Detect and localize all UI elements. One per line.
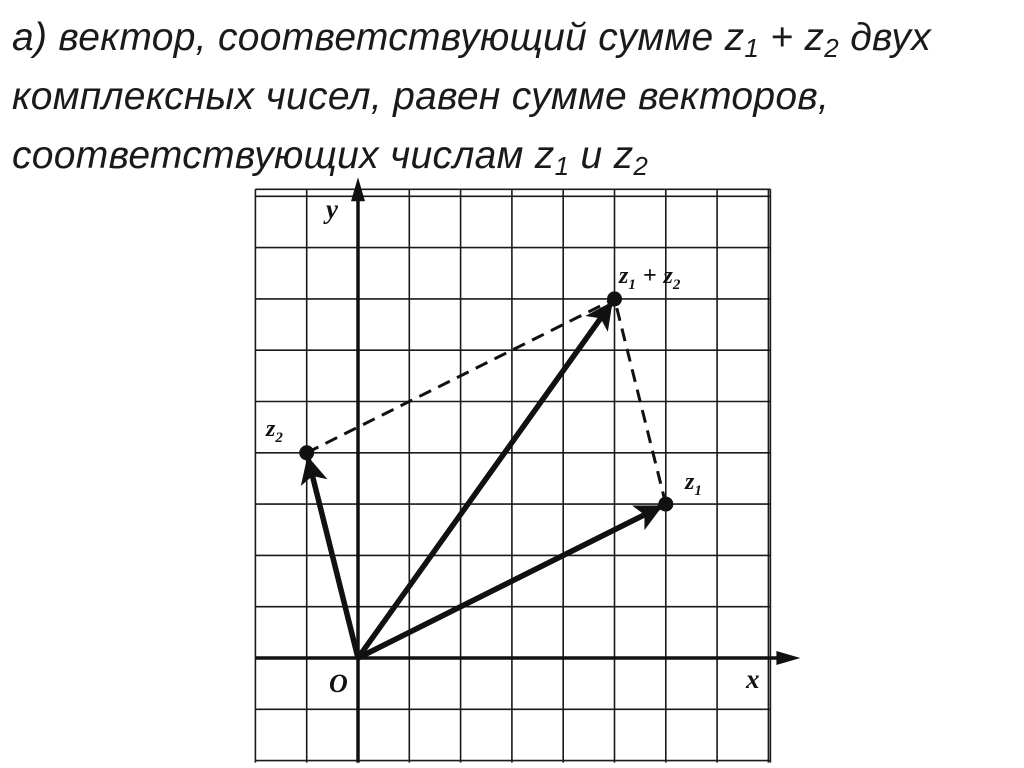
z2-label-name: z: [266, 416, 276, 442]
caption-subscript: 1: [744, 33, 760, 63]
origin-label: O: [329, 669, 348, 698]
z1-label: [684, 469, 702, 499]
z2-label: [265, 416, 283, 446]
caption-text: соответствующих числам z: [12, 134, 555, 177]
point-sum: [607, 291, 622, 306]
caption-subscript: 1: [554, 151, 570, 181]
x-axis-label: x: [746, 664, 760, 694]
caption-text: двух: [839, 16, 932, 59]
x-axis-arrowhead: [776, 651, 800, 665]
caption-line-2: комплексных чисел, равен сумме векторов,: [12, 75, 830, 118]
sum-label-plus: +: [642, 263, 657, 289]
sum-label: [618, 263, 681, 293]
point-z2: [299, 445, 314, 460]
y-axis-label: y: [326, 194, 338, 224]
z1-label-sub: 1: [694, 483, 702, 499]
z1-label-name: z: [685, 469, 695, 495]
caption-subscript: 2: [633, 151, 649, 181]
sum-label-name-b: z: [663, 263, 673, 289]
sum-label-name-a: z: [619, 263, 629, 289]
caption-text: + z: [759, 16, 825, 59]
caption-subscript: 2: [824, 33, 840, 63]
sum-label-sub-a: 1: [628, 277, 636, 293]
vector-z2: [308, 459, 358, 658]
vector-sum: [358, 304, 611, 658]
caption-text: а) вектор, соответствующий сумме z: [12, 16, 745, 59]
sum-label-sub-b: 2: [672, 277, 681, 293]
z2-label-sub: 2: [275, 430, 283, 446]
point-z1: [658, 497, 673, 512]
vectors: [308, 304, 660, 658]
caption-text: и z: [569, 134, 634, 177]
